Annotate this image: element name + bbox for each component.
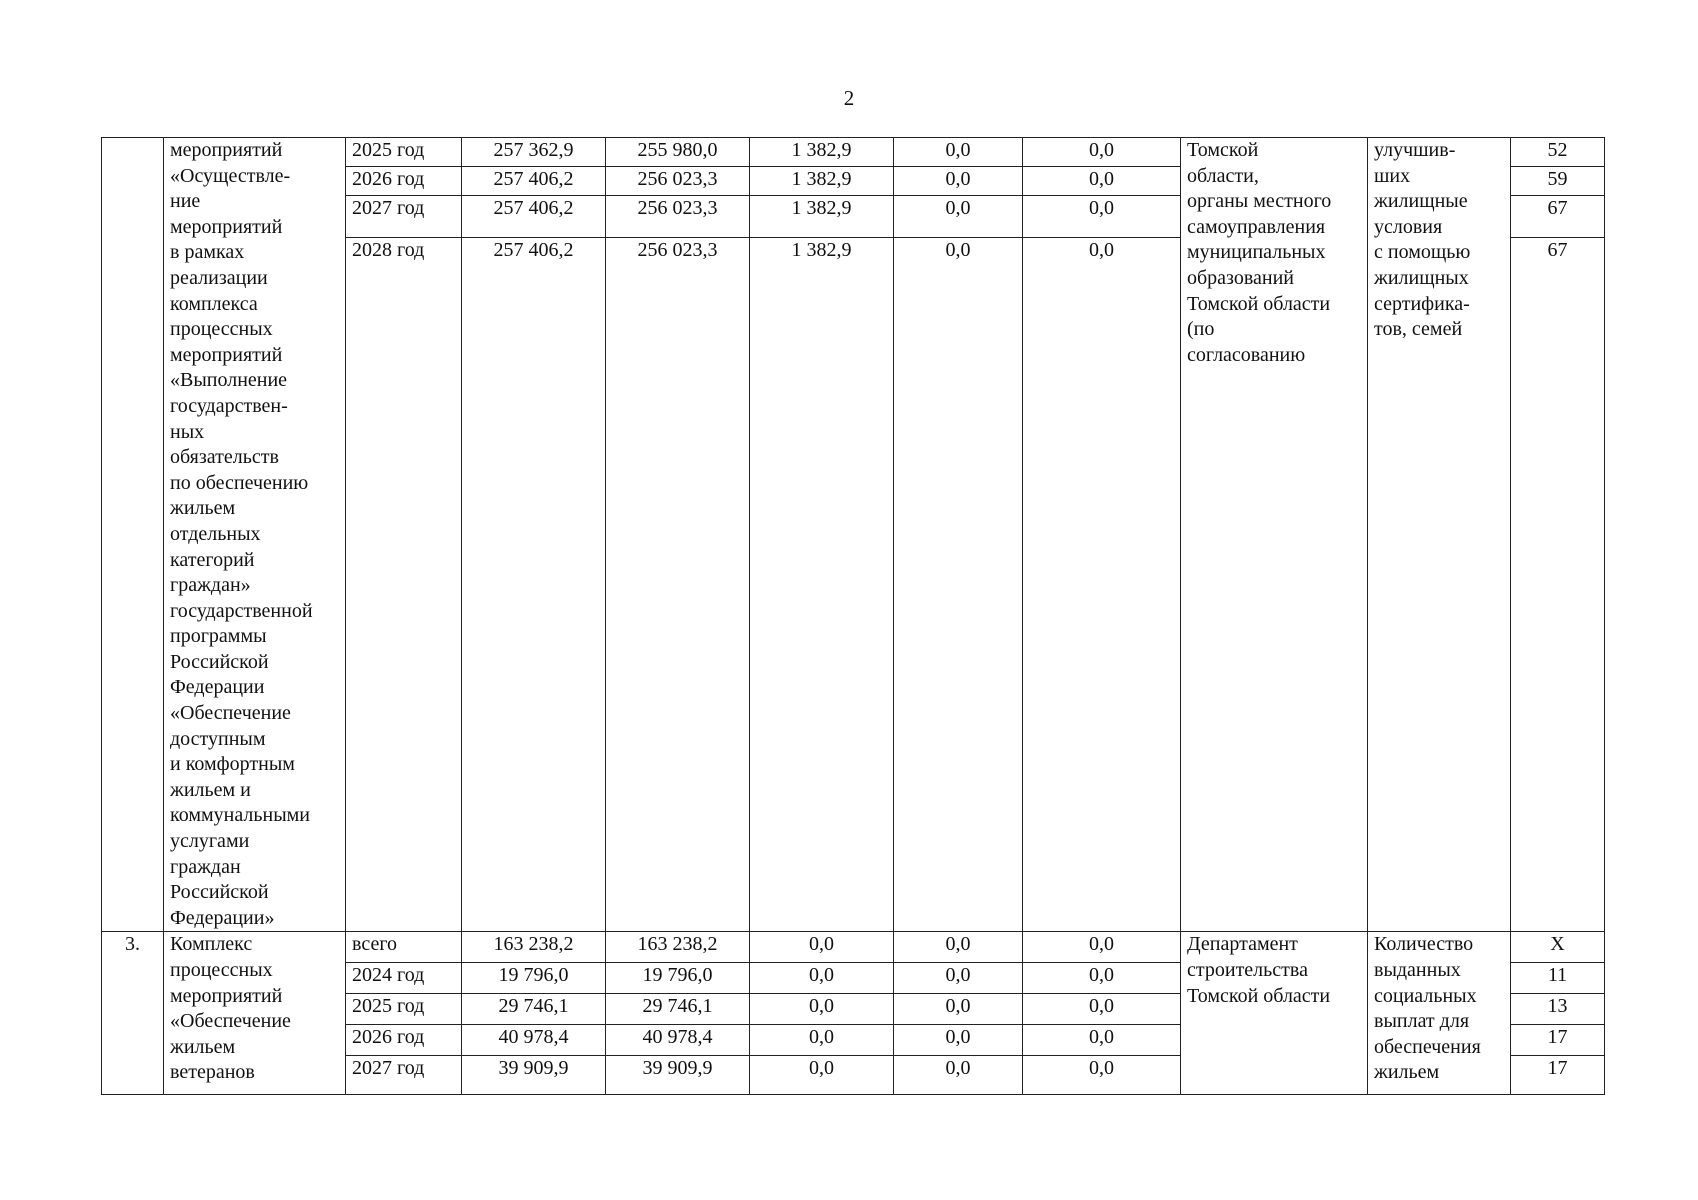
extrabudget-cell: 0,0 [1023, 238, 1181, 932]
regional-budget-cell: 1 382,9 [750, 138, 894, 167]
row-index [102, 138, 164, 932]
extrabudget-cell: 0,0 [1023, 196, 1181, 238]
period-cell: 2026 год [346, 1025, 462, 1056]
row-index: 3. [102, 932, 164, 1095]
total-cell: 257 406,2 [462, 196, 606, 238]
regional-budget-cell: 1 382,9 [750, 167, 894, 196]
extrabudget-cell: 0,0 [1023, 1025, 1181, 1056]
local-budget-cell: 0,0 [894, 1056, 1023, 1095]
page-number: 2 [843, 86, 855, 110]
measure-name: мероприятий «Осуществле- ние мероприятий в рамках реализации комплекса процессных мероприятий «Выполнение государствен- ных обязательств по обеспечению жильем отдельных категорий граждан» государственной программы Российской Федерации «Обеспечение доступным и комфортным жильем и коммунальными услугами граждан Российской Федерации» [164, 138, 346, 932]
indicator-value-cell: 13 [1511, 994, 1605, 1025]
executor-cell: Томской области, органы местного самоуправления муниципальных образований Томской области (по согласованию [1181, 138, 1368, 932]
regional-budget-cell: 0,0 [750, 963, 894, 994]
indicator-value-cell: 17 [1511, 1025, 1605, 1056]
federal-budget-cell: 40 978,4 [606, 1025, 750, 1056]
indicator-value-cell: 11 [1511, 963, 1605, 994]
period-cell: 2028 год [346, 238, 462, 932]
federal-budget-cell: 256 023,3 [606, 167, 750, 196]
total-cell: 40 978,4 [462, 1025, 606, 1056]
total-cell: 257 406,2 [462, 167, 606, 196]
indicator-cell: Количество выданных социальных выплат для обеспечения жильем [1368, 932, 1511, 1095]
federal-budget-cell: 256 023,3 [606, 196, 750, 238]
local-budget-cell: 0,0 [894, 138, 1023, 167]
local-budget-cell: 0,0 [894, 932, 1023, 963]
extrabudget-cell: 0,0 [1023, 138, 1181, 167]
indicator-value-cell: 59 [1511, 167, 1605, 196]
period-cell: 2027 год [346, 1056, 462, 1095]
regional-budget-cell: 1 382,9 [750, 196, 894, 238]
table-row [102, 138, 1605, 167]
indicator-value-cell: Х [1511, 932, 1605, 963]
extrabudget-cell: 0,0 [1023, 994, 1181, 1025]
local-budget-cell: 0,0 [894, 963, 1023, 994]
measure-name: Комплекс процессных мероприятий «Обеспечение жильем ветеранов [164, 932, 346, 1095]
total-cell: 29 746,1 [462, 994, 606, 1025]
federal-budget-cell: 163 238,2 [606, 932, 750, 963]
indicator-value-cell: 52 [1511, 138, 1605, 167]
indicator-cell: улучшив- ших жилищные условия с помощью жилищных сертифика- тов, семей [1368, 138, 1511, 932]
federal-budget-cell: 19 796,0 [606, 963, 750, 994]
extrabudget-cell: 0,0 [1023, 963, 1181, 994]
local-budget-cell: 0,0 [894, 238, 1023, 932]
total-cell: 257 406,2 [462, 238, 606, 932]
total-cell: 257 362,9 [462, 138, 606, 167]
regional-budget-cell: 1 382,9 [750, 238, 894, 932]
federal-budget-cell: 255 980,0 [606, 138, 750, 167]
period-cell: 2024 год [346, 963, 462, 994]
extrabudget-cell: 0,0 [1023, 1056, 1181, 1095]
period-cell: 2025 год [346, 138, 462, 167]
local-budget-cell: 0,0 [894, 1025, 1023, 1056]
indicator-value-cell: 67 [1511, 238, 1605, 932]
total-cell: 19 796,0 [462, 963, 606, 994]
executor-cell: Департамент строительства Томской области [1181, 932, 1368, 1095]
local-budget-cell: 0,0 [894, 167, 1023, 196]
local-budget-cell: 0,0 [894, 994, 1023, 1025]
extrabudget-cell: 0,0 [1023, 167, 1181, 196]
period-cell: 2026 год [346, 167, 462, 196]
regional-budget-cell: 0,0 [750, 994, 894, 1025]
federal-budget-cell: 29 746,1 [606, 994, 750, 1025]
indicator-value-cell: 17 [1511, 1056, 1605, 1095]
local-budget-cell: 0,0 [894, 196, 1023, 238]
federal-budget-cell: 256 023,3 [606, 238, 750, 932]
regional-budget-cell: 0,0 [750, 1056, 894, 1095]
regional-budget-cell: 0,0 [750, 932, 894, 963]
period-cell: 2027 год [346, 196, 462, 238]
table-row [102, 932, 1605, 963]
regional-budget-cell: 0,0 [750, 1025, 894, 1056]
period-cell: всего [346, 932, 462, 963]
period-cell: 2025 год [346, 994, 462, 1025]
total-cell: 163 238,2 [462, 932, 606, 963]
total-cell: 39 909,9 [462, 1056, 606, 1095]
extrabudget-cell: 0,0 [1023, 932, 1181, 963]
budget-table [101, 137, 1605, 1095]
indicator-value-cell: 67 [1511, 196, 1605, 238]
federal-budget-cell: 39 909,9 [606, 1056, 750, 1095]
